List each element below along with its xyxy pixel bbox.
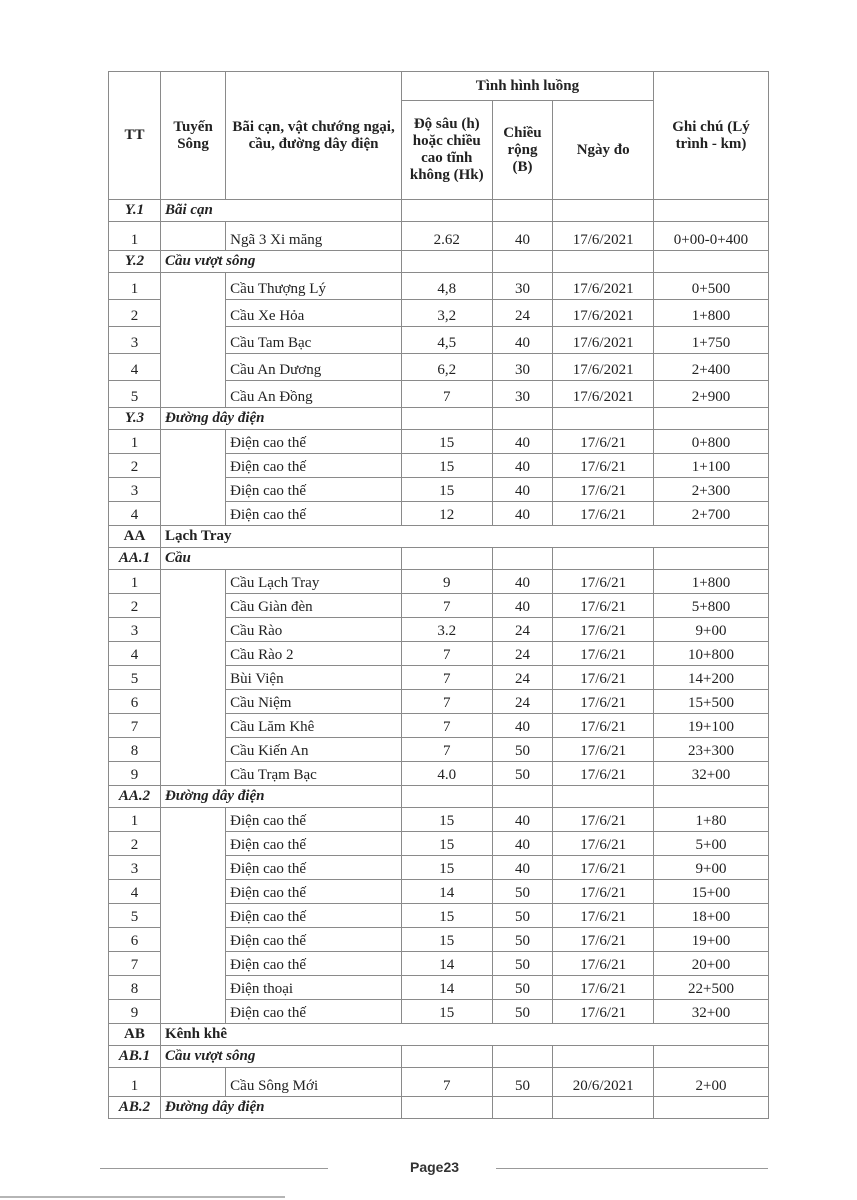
empty-cell <box>653 200 768 222</box>
section-row-y1 <box>109 200 769 222</box>
table-row <box>109 273 769 300</box>
cell-tuyen-song <box>160 222 225 251</box>
section-row-aa <box>109 526 769 548</box>
cell-date: 17/6/21 <box>553 1000 654 1024</box>
section-code: AA <box>109 526 161 548</box>
cell-note: 2+900 <box>653 381 768 408</box>
cell-name: Cầu Lăm Khê <box>226 714 402 738</box>
cell-date: 17/6/21 <box>553 430 654 454</box>
cell-name: Cầu Giàn đèn <box>226 594 402 618</box>
scan-edge <box>0 1196 285 1198</box>
cell-name: Điện cao thế <box>226 832 402 856</box>
cell-depth: 7 <box>401 642 492 666</box>
section-title: Kênh khê <box>160 1024 768 1046</box>
cell-depth: 6,2 <box>401 354 492 381</box>
section-code: AA.1 <box>109 548 161 570</box>
section-code: AB.1 <box>109 1046 161 1068</box>
cell-depth: 7 <box>401 738 492 762</box>
cell-width: 50 <box>492 952 553 976</box>
cell-depth: 9 <box>401 570 492 594</box>
cell-note: 1+80 <box>653 808 768 832</box>
cell-depth: 15 <box>401 856 492 880</box>
cell-width: 40 <box>492 594 553 618</box>
cell-note: 2+700 <box>653 502 768 526</box>
cell-name: Điện thoại <box>226 976 402 1000</box>
empty-cell <box>653 548 768 570</box>
cell-tt: 6 <box>109 690 161 714</box>
cell-tt: 7 <box>109 714 161 738</box>
cell-width: 40 <box>492 714 553 738</box>
cell-note: 2+00 <box>653 1068 768 1097</box>
cell-tt: 5 <box>109 904 161 928</box>
empty-cell <box>492 548 553 570</box>
cell-tt: 2 <box>109 454 161 478</box>
empty-cell <box>553 1097 654 1119</box>
cell-note: 32+00 <box>653 1000 768 1024</box>
empty-cell <box>653 251 768 273</box>
table-row <box>109 1068 769 1097</box>
cell-date: 17/6/21 <box>553 904 654 928</box>
cell-width: 24 <box>492 666 553 690</box>
section-code: Y.1 <box>109 200 161 222</box>
empty-cell <box>401 1046 492 1068</box>
cell-date: 17/6/2021 <box>553 327 654 354</box>
empty-cell <box>553 251 654 273</box>
header-description: Bãi cạn, vật chướng ngại, cầu, đường dây điện <box>226 72 402 200</box>
cell-name: Bùi Viện <box>226 666 402 690</box>
cell-tt: 1 <box>109 808 161 832</box>
section-title: Cầu vượt sông <box>160 251 401 273</box>
cell-date: 17/6/21 <box>553 832 654 856</box>
cell-depth: 7 <box>401 666 492 690</box>
cell-date: 17/6/21 <box>553 928 654 952</box>
header-ngay-do: Ngày đo <box>553 101 654 200</box>
cell-depth: 14 <box>401 952 492 976</box>
empty-cell <box>553 786 654 808</box>
cell-note: 15+00 <box>653 880 768 904</box>
cell-note: 0+500 <box>653 273 768 300</box>
cell-name: Cầu Thượng Lý <box>226 273 402 300</box>
table-body <box>109 200 769 1119</box>
cell-name: Cầu Sông Mới <box>226 1068 402 1097</box>
section-title: Bãi cạn <box>160 200 401 222</box>
cell-width: 40 <box>492 856 553 880</box>
section-code: Y.2 <box>109 251 161 273</box>
cell-date: 17/6/2021 <box>553 354 654 381</box>
cell-tuyen-song <box>160 430 225 526</box>
cell-depth: 15 <box>401 832 492 856</box>
cell-depth: 14 <box>401 880 492 904</box>
cell-width: 50 <box>492 976 553 1000</box>
section-code: Y.3 <box>109 408 161 430</box>
empty-cell <box>653 1097 768 1119</box>
cell-name: Điện cao thế <box>226 952 402 976</box>
empty-cell <box>492 251 553 273</box>
cell-date: 17/6/21 <box>553 952 654 976</box>
cell-date: 17/6/21 <box>553 880 654 904</box>
cell-note: 9+00 <box>653 618 768 642</box>
cell-note: 15+500 <box>653 690 768 714</box>
cell-date: 17/6/21 <box>553 856 654 880</box>
cell-depth: 3.2 <box>401 618 492 642</box>
waterway-obstacles-table <box>108 71 769 1119</box>
table-row <box>109 570 769 594</box>
cell-width: 50 <box>492 738 553 762</box>
section-title: Cầu <box>160 548 401 570</box>
red-stamp-fragment <box>826 570 848 710</box>
cell-width: 24 <box>492 300 553 327</box>
empty-cell <box>492 408 553 430</box>
section-row-ab <box>109 1024 769 1046</box>
cell-depth: 3,2 <box>401 300 492 327</box>
section-code: AB.2 <box>109 1097 161 1119</box>
cell-tt: 4 <box>109 880 161 904</box>
section-row-ab2 <box>109 1097 769 1119</box>
empty-cell <box>401 408 492 430</box>
empty-cell <box>401 1097 492 1119</box>
cell-note: 23+300 <box>653 738 768 762</box>
cell-width: 50 <box>492 762 553 786</box>
cell-tt: 4 <box>109 502 161 526</box>
cell-note: 1+800 <box>653 570 768 594</box>
empty-cell <box>401 786 492 808</box>
cell-depth: 14 <box>401 976 492 1000</box>
cell-date: 17/6/21 <box>553 594 654 618</box>
cell-depth: 15 <box>401 430 492 454</box>
empty-cell <box>553 408 654 430</box>
cell-name: Điện cao thế <box>226 880 402 904</box>
cell-date: 17/6/2021 <box>553 300 654 327</box>
header-ghi-chu: Ghi chú (Lý trình - km) <box>653 72 768 200</box>
cell-depth: 4,5 <box>401 327 492 354</box>
cell-width: 40 <box>492 502 553 526</box>
cell-width: 24 <box>492 690 553 714</box>
page-footer <box>100 1158 770 1178</box>
section-title: Cầu vượt sông <box>160 1046 401 1068</box>
table-row <box>109 808 769 832</box>
cell-tt: 2 <box>109 832 161 856</box>
empty-cell <box>401 200 492 222</box>
cell-note: 2+400 <box>653 354 768 381</box>
section-row-aa1 <box>109 548 769 570</box>
cell-date: 17/6/21 <box>553 666 654 690</box>
empty-cell <box>653 786 768 808</box>
cell-name: Cầu Xe Hỏa <box>226 300 402 327</box>
page-number: Page23 <box>410 1159 460 1175</box>
cell-depth: 12 <box>401 502 492 526</box>
table-row <box>109 430 769 454</box>
cell-tt: 1 <box>109 222 161 251</box>
cell-width: 30 <box>492 354 553 381</box>
header-tinh-hinh-luong: Tình hình luồng <box>401 72 653 101</box>
cell-name: Cầu Lạch Tray <box>226 570 402 594</box>
cell-name: Ngã 3 Xi măng <box>226 222 402 251</box>
cell-width: 40 <box>492 222 553 251</box>
cell-date: 17/6/21 <box>553 762 654 786</box>
cell-width: 24 <box>492 642 553 666</box>
cell-name: Cầu An Dương <box>226 354 402 381</box>
section-row-aa2 <box>109 786 769 808</box>
cell-date: 17/6/21 <box>553 502 654 526</box>
section-code: AA.2 <box>109 786 161 808</box>
cell-depth: 7 <box>401 594 492 618</box>
cell-tt: 9 <box>109 762 161 786</box>
cell-width: 40 <box>492 832 553 856</box>
cell-date: 17/6/2021 <box>553 222 654 251</box>
cell-tt: 5 <box>109 381 161 408</box>
cell-width: 40 <box>492 570 553 594</box>
cell-name: Điện cao thế <box>226 454 402 478</box>
cell-tt: 8 <box>109 738 161 762</box>
empty-cell <box>553 200 654 222</box>
cell-width: 40 <box>492 478 553 502</box>
cell-note: 10+800 <box>653 642 768 666</box>
empty-cell <box>492 200 553 222</box>
cell-date: 17/6/2021 <box>553 273 654 300</box>
cell-tt: 5 <box>109 666 161 690</box>
cell-name: Cầu Kiến An <box>226 738 402 762</box>
footer-rule-right <box>496 1168 768 1169</box>
cell-depth: 15 <box>401 808 492 832</box>
cell-tt: 1 <box>109 1068 161 1097</box>
section-title: Lạch Tray <box>160 526 768 548</box>
cell-note: 20+00 <box>653 952 768 976</box>
cell-tt: 8 <box>109 976 161 1000</box>
cell-depth: 15 <box>401 928 492 952</box>
cell-tt: 4 <box>109 354 161 381</box>
section-title: Đường dây điện <box>160 786 401 808</box>
cell-name: Cầu Rào 2 <box>226 642 402 666</box>
cell-width: 40 <box>492 327 553 354</box>
cell-name: Điện cao thế <box>226 430 402 454</box>
cell-name: Điện cao thế <box>226 502 402 526</box>
cell-name: Cầu Tam Bạc <box>226 327 402 354</box>
cell-note: 5+800 <box>653 594 768 618</box>
cell-name: Cầu Niệm <box>226 690 402 714</box>
cell-name: Cầu An Đồng <box>226 381 402 408</box>
cell-name: Điện cao thế <box>226 856 402 880</box>
cell-note: 0+800 <box>653 430 768 454</box>
cell-note: 1+100 <box>653 454 768 478</box>
cell-tuyen-song <box>160 1068 225 1097</box>
section-row-ab1 <box>109 1046 769 1068</box>
cell-note: 1+750 <box>653 327 768 354</box>
cell-date: 17/6/21 <box>553 976 654 1000</box>
header-tuyen-song: Tuyến Sông <box>160 72 225 200</box>
cell-width: 30 <box>492 381 553 408</box>
empty-cell <box>492 1046 553 1068</box>
cell-depth: 4,8 <box>401 273 492 300</box>
cell-name: Cầu Rào <box>226 618 402 642</box>
cell-name: Cầu Trạm Bạc <box>226 762 402 786</box>
cell-note: 14+200 <box>653 666 768 690</box>
cell-name: Điện cao thế <box>226 1000 402 1024</box>
cell-tt: 1 <box>109 430 161 454</box>
cell-depth: 15 <box>401 904 492 928</box>
empty-cell <box>653 408 768 430</box>
cell-width: 50 <box>492 928 553 952</box>
cell-date: 17/6/21 <box>553 570 654 594</box>
cell-tt: 7 <box>109 952 161 976</box>
cell-width: 50 <box>492 880 553 904</box>
cell-date: 17/6/21 <box>553 690 654 714</box>
header-tt: TT <box>109 72 161 200</box>
cell-tuyen-song <box>160 570 225 786</box>
cell-note: 0+00-0+400 <box>653 222 768 251</box>
cell-width: 50 <box>492 1068 553 1097</box>
cell-date: 17/6/21 <box>553 714 654 738</box>
section-title: Đường dây điện <box>160 408 401 430</box>
section-title: Đường dây điện <box>160 1097 401 1119</box>
cell-tt: 2 <box>109 300 161 327</box>
cell-depth: 7 <box>401 690 492 714</box>
header-chieu-rong: Chiều rộng (B) <box>492 101 553 200</box>
header-do-sau: Độ sâu (h) hoặc chiều cao tĩnh không (Hk) <box>401 101 492 200</box>
cell-width: 24 <box>492 618 553 642</box>
cell-date: 17/6/21 <box>553 618 654 642</box>
empty-cell <box>553 1046 654 1068</box>
cell-date: 17/6/2021 <box>553 381 654 408</box>
cell-depth: 7 <box>401 714 492 738</box>
empty-cell <box>553 548 654 570</box>
cell-note: 22+500 <box>653 976 768 1000</box>
cell-date: 17/6/21 <box>553 738 654 762</box>
cell-tt: 3 <box>109 478 161 502</box>
cell-note: 19+100 <box>653 714 768 738</box>
empty-cell <box>653 1046 768 1068</box>
cell-depth: 7 <box>401 381 492 408</box>
cell-depth: 2.62 <box>401 222 492 251</box>
section-row-y2 <box>109 251 769 273</box>
cell-tt: 3 <box>109 618 161 642</box>
footer-rule-left <box>100 1168 328 1169</box>
cell-depth: 15 <box>401 1000 492 1024</box>
cell-date: 20/6/2021 <box>553 1068 654 1097</box>
cell-width: 50 <box>492 904 553 928</box>
cell-note: 1+800 <box>653 300 768 327</box>
cell-note: 32+00 <box>653 762 768 786</box>
cell-width: 40 <box>492 430 553 454</box>
cell-date: 17/6/21 <box>553 454 654 478</box>
cell-name: Điện cao thế <box>226 478 402 502</box>
table-row <box>109 222 769 251</box>
cell-tt: 3 <box>109 856 161 880</box>
cell-tt: 6 <box>109 928 161 952</box>
cell-note: 5+00 <box>653 832 768 856</box>
cell-tt: 1 <box>109 570 161 594</box>
cell-depth: 4.0 <box>401 762 492 786</box>
cell-width: 30 <box>492 273 553 300</box>
empty-cell <box>401 548 492 570</box>
cell-tt: 4 <box>109 642 161 666</box>
cell-tuyen-song <box>160 808 225 1024</box>
cell-width: 40 <box>492 808 553 832</box>
cell-date: 17/6/21 <box>553 478 654 502</box>
cell-note: 19+00 <box>653 928 768 952</box>
cell-width: 40 <box>492 454 553 478</box>
empty-cell <box>401 251 492 273</box>
cell-depth: 15 <box>401 454 492 478</box>
cell-note: 18+00 <box>653 904 768 928</box>
cell-tuyen-song <box>160 273 225 408</box>
empty-cell <box>492 786 553 808</box>
cell-name: Điện cao thế <box>226 808 402 832</box>
cell-tt: 2 <box>109 594 161 618</box>
cell-width: 50 <box>492 1000 553 1024</box>
cell-note: 2+300 <box>653 478 768 502</box>
cell-tt: 1 <box>109 273 161 300</box>
section-code: AB <box>109 1024 161 1046</box>
cell-name: Điện cao thế <box>226 904 402 928</box>
cell-date: 17/6/21 <box>553 642 654 666</box>
empty-cell <box>492 1097 553 1119</box>
cell-depth: 15 <box>401 478 492 502</box>
cell-date: 17/6/21 <box>553 808 654 832</box>
cell-tt: 3 <box>109 327 161 354</box>
cell-note: 9+00 <box>653 856 768 880</box>
cell-depth: 7 <box>401 1068 492 1097</box>
section-row-y3 <box>109 408 769 430</box>
cell-tt: 9 <box>109 1000 161 1024</box>
cell-name: Điện cao thế <box>226 928 402 952</box>
